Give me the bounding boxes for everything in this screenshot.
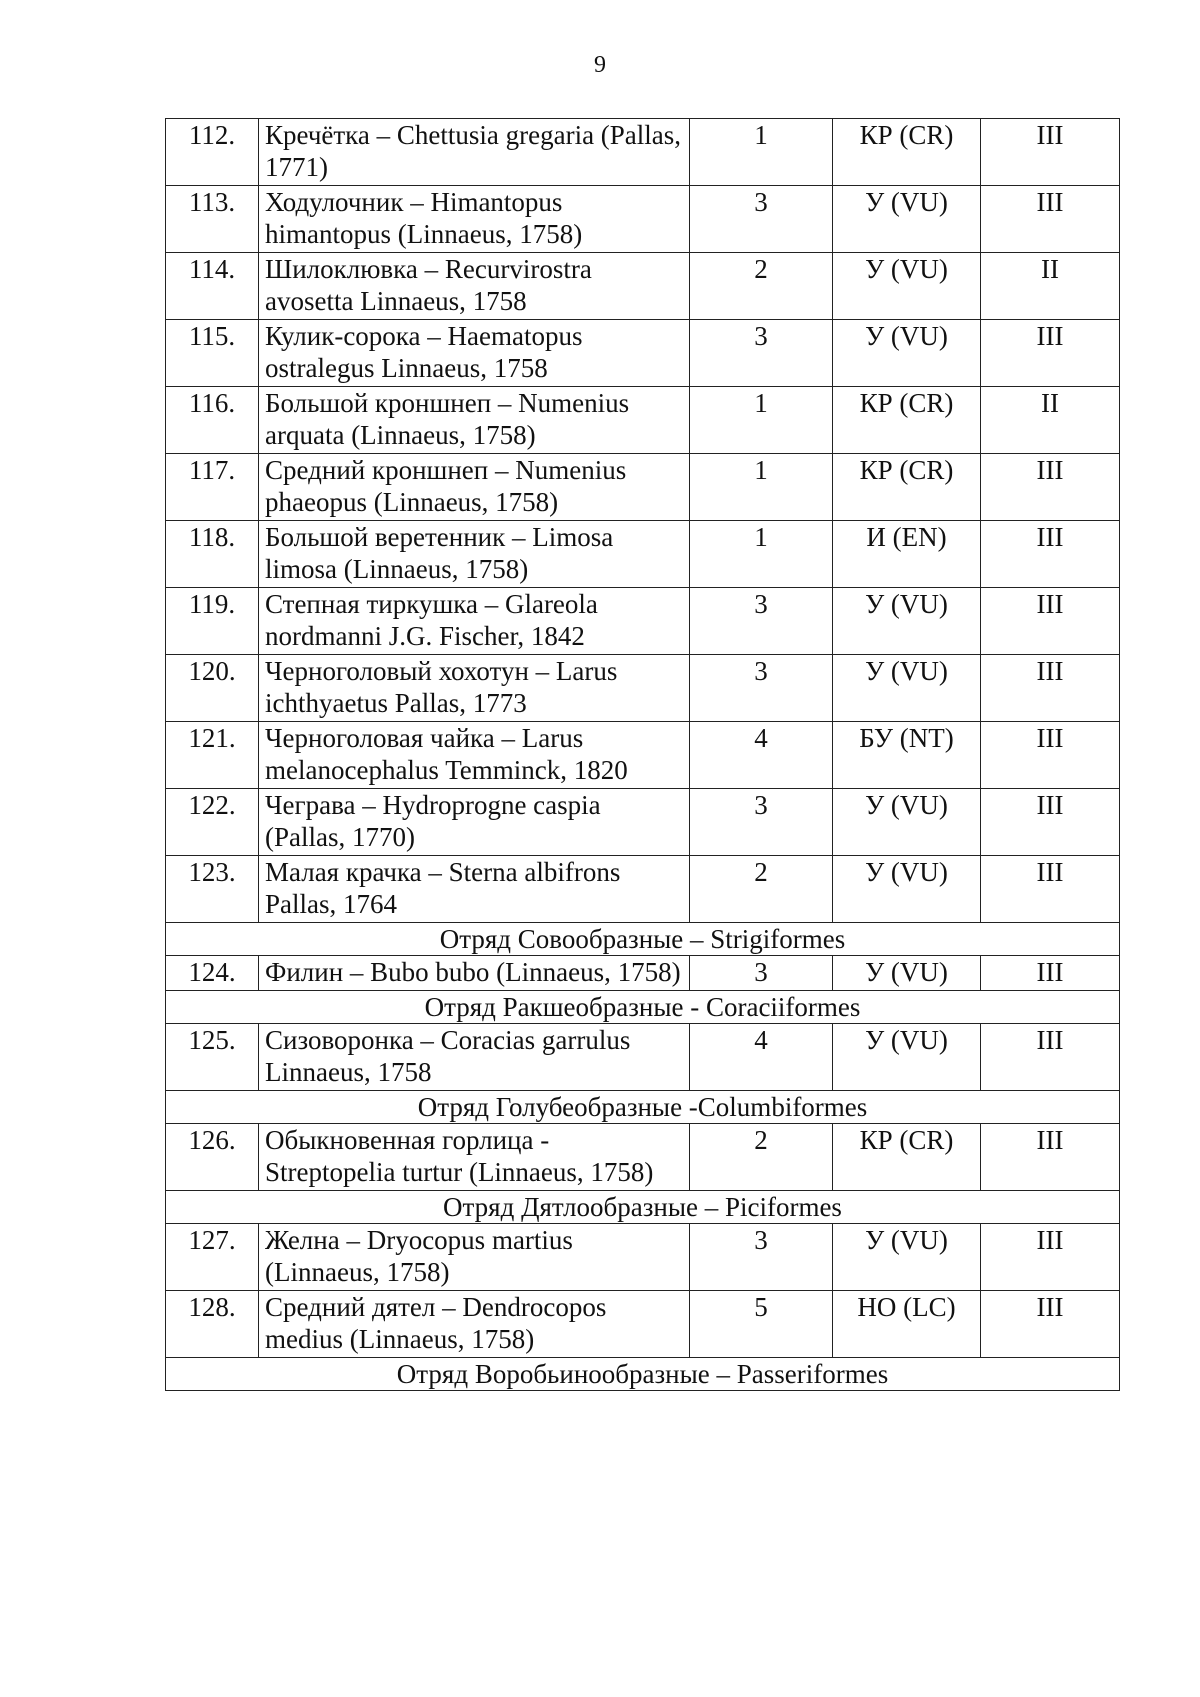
row-number: 119.: [166, 588, 259, 655]
annex-cell: III: [981, 1024, 1120, 1091]
annex-cell: III: [981, 1291, 1120, 1358]
species-name: Сизоворонка – Coracias garrulus Linnaeus, 1758: [259, 1024, 690, 1091]
category-cell: 2: [690, 1124, 833, 1191]
iucn-status-cell: КР (CR): [833, 119, 981, 186]
species-row: [166, 521, 1120, 588]
page-number: 9: [594, 52, 606, 78]
species-name: Средний дятел – Dendrocopos medius (Linnaeus, 1758): [259, 1291, 690, 1358]
species-name: Желна – Dryocopus martius (Linnaeus, 1758): [259, 1224, 690, 1291]
iucn-status-cell: У (VU): [833, 1024, 981, 1091]
species-row: [166, 588, 1120, 655]
species-name: Ходулочник – Himantopus himantopus (Linnaeus, 1758): [259, 186, 690, 253]
row-number: 124.: [166, 956, 259, 991]
row-number: 128.: [166, 1291, 259, 1358]
species-row: [166, 655, 1120, 722]
species-name: Филин – Bubo bubo (Linnaeus, 1758): [259, 956, 690, 991]
species-row: [166, 320, 1120, 387]
species-row: [166, 956, 1120, 991]
species-name: Малая крачка – Sterna albifrons Pallas, 1764: [259, 856, 690, 923]
species-row: [166, 119, 1120, 186]
row-number: 113.: [166, 186, 259, 253]
annex-cell: III: [981, 119, 1120, 186]
row-number: 116.: [166, 387, 259, 454]
category-cell: 3: [690, 789, 833, 856]
iucn-status-cell: КР (CR): [833, 387, 981, 454]
iucn-status-cell: БУ (NT): [833, 722, 981, 789]
annex-cell: III: [981, 320, 1120, 387]
row-number: 127.: [166, 1224, 259, 1291]
annex-cell: III: [981, 956, 1120, 991]
annex-cell: III: [981, 521, 1120, 588]
category-cell: 3: [690, 956, 833, 991]
species-row: [166, 1024, 1120, 1091]
iucn-status-cell: У (VU): [833, 320, 981, 387]
order-row: [166, 1091, 1120, 1124]
species-name: Шилоклювка – Recurvirostra avosetta Linnaeus, 1758: [259, 253, 690, 320]
category-cell: 3: [690, 186, 833, 253]
species-table-body: [166, 119, 1120, 1391]
annex-cell: II: [981, 253, 1120, 320]
annex-cell: III: [981, 454, 1120, 521]
iucn-status-cell: У (VU): [833, 186, 981, 253]
species-row: [166, 856, 1120, 923]
order-title: Отряд Воробьинообразные – Passeriformes: [166, 1358, 1120, 1391]
row-number: 117.: [166, 454, 259, 521]
order-row: [166, 923, 1120, 956]
species-name: Степная тиркушка – Glareola nordmanni J.G. Fischer, 1842: [259, 588, 690, 655]
species-name: Большой веретенник – Limosa limosa (Linnaeus, 1758): [259, 521, 690, 588]
annex-cell: III: [981, 856, 1120, 923]
category-cell: 1: [690, 454, 833, 521]
iucn-status-cell: И (EN): [833, 521, 981, 588]
category-cell: 3: [690, 588, 833, 655]
category-cell: 1: [690, 387, 833, 454]
species-row: [166, 1224, 1120, 1291]
species-name: Черноголовый хохотун – Larus ichthyaetus Pallas, 1773: [259, 655, 690, 722]
category-cell: 4: [690, 722, 833, 789]
category-cell: 4: [690, 1024, 833, 1091]
species-name: Кречётка – Chettusia gregaria (Pallas, 1771): [259, 119, 690, 186]
species-row: [166, 253, 1120, 320]
row-number: 118.: [166, 521, 259, 588]
iucn-status-cell: КР (CR): [833, 1124, 981, 1191]
species-row: [166, 1291, 1120, 1358]
species-name: Черноголовая чайка – Larus melanocephalus Temminck, 1820: [259, 722, 690, 789]
iucn-status-cell: У (VU): [833, 588, 981, 655]
iucn-status-cell: У (VU): [833, 789, 981, 856]
category-cell: 3: [690, 1224, 833, 1291]
row-number: 123.: [166, 856, 259, 923]
row-number: 120.: [166, 655, 259, 722]
iucn-status-cell: У (VU): [833, 253, 981, 320]
row-number: 114.: [166, 253, 259, 320]
species-name: Кулик-сорока – Haematopus ostralegus Linnaeus, 1758: [259, 320, 690, 387]
annex-cell: III: [981, 655, 1120, 722]
species-row: [166, 454, 1120, 521]
annex-cell: III: [981, 186, 1120, 253]
order-title: Отряд Голубеобразные -Columbiformes: [166, 1091, 1120, 1124]
order-row: [166, 991, 1120, 1024]
order-title: Отряд Ракшеобразные - Coraciiformes: [166, 991, 1120, 1024]
annex-cell: II: [981, 387, 1120, 454]
category-cell: 5: [690, 1291, 833, 1358]
order-title: Отряд Совообразные – Strigiformes: [166, 923, 1120, 956]
row-number: 126.: [166, 1124, 259, 1191]
annex-cell: III: [981, 1224, 1120, 1291]
species-name: Большой кроншнеп – Numenius arquata (Linnaeus, 1758): [259, 387, 690, 454]
category-cell: 2: [690, 253, 833, 320]
category-cell: 1: [690, 521, 833, 588]
iucn-status-cell: У (VU): [833, 655, 981, 722]
iucn-status-cell: НО (LC): [833, 1291, 981, 1358]
category-cell: 1: [690, 119, 833, 186]
species-row: [166, 387, 1120, 454]
iucn-status-cell: У (VU): [833, 956, 981, 991]
order-row: [166, 1358, 1120, 1391]
category-cell: 2: [690, 856, 833, 923]
species-name: Чеграва – Hydroprogne caspia (Pallas, 1770): [259, 789, 690, 856]
species-row: [166, 789, 1120, 856]
species-row: [166, 722, 1120, 789]
iucn-status-cell: КР (CR): [833, 454, 981, 521]
annex-cell: III: [981, 789, 1120, 856]
species-row: [166, 186, 1120, 253]
row-number: 112.: [166, 119, 259, 186]
annex-cell: III: [981, 1124, 1120, 1191]
species-row: [166, 1124, 1120, 1191]
row-number: 115.: [166, 320, 259, 387]
order-title: Отряд Дятлообразные – Piciformes: [166, 1191, 1120, 1224]
annex-cell: III: [981, 722, 1120, 789]
order-row: [166, 1191, 1120, 1224]
species-name: Средний кроншнеп – Numenius phaeopus (Linnaeus, 1758): [259, 454, 690, 521]
category-cell: 3: [690, 655, 833, 722]
annex-cell: III: [981, 588, 1120, 655]
row-number: 125.: [166, 1024, 259, 1091]
species-name: Обыкновенная горлица - Streptopelia turtur (Linnaeus, 1758): [259, 1124, 690, 1191]
row-number: 121.: [166, 722, 259, 789]
category-cell: 3: [690, 320, 833, 387]
iucn-status-cell: У (VU): [833, 1224, 981, 1291]
species-table: [165, 118, 1120, 1391]
row-number: 122.: [166, 789, 259, 856]
iucn-status-cell: У (VU): [833, 856, 981, 923]
